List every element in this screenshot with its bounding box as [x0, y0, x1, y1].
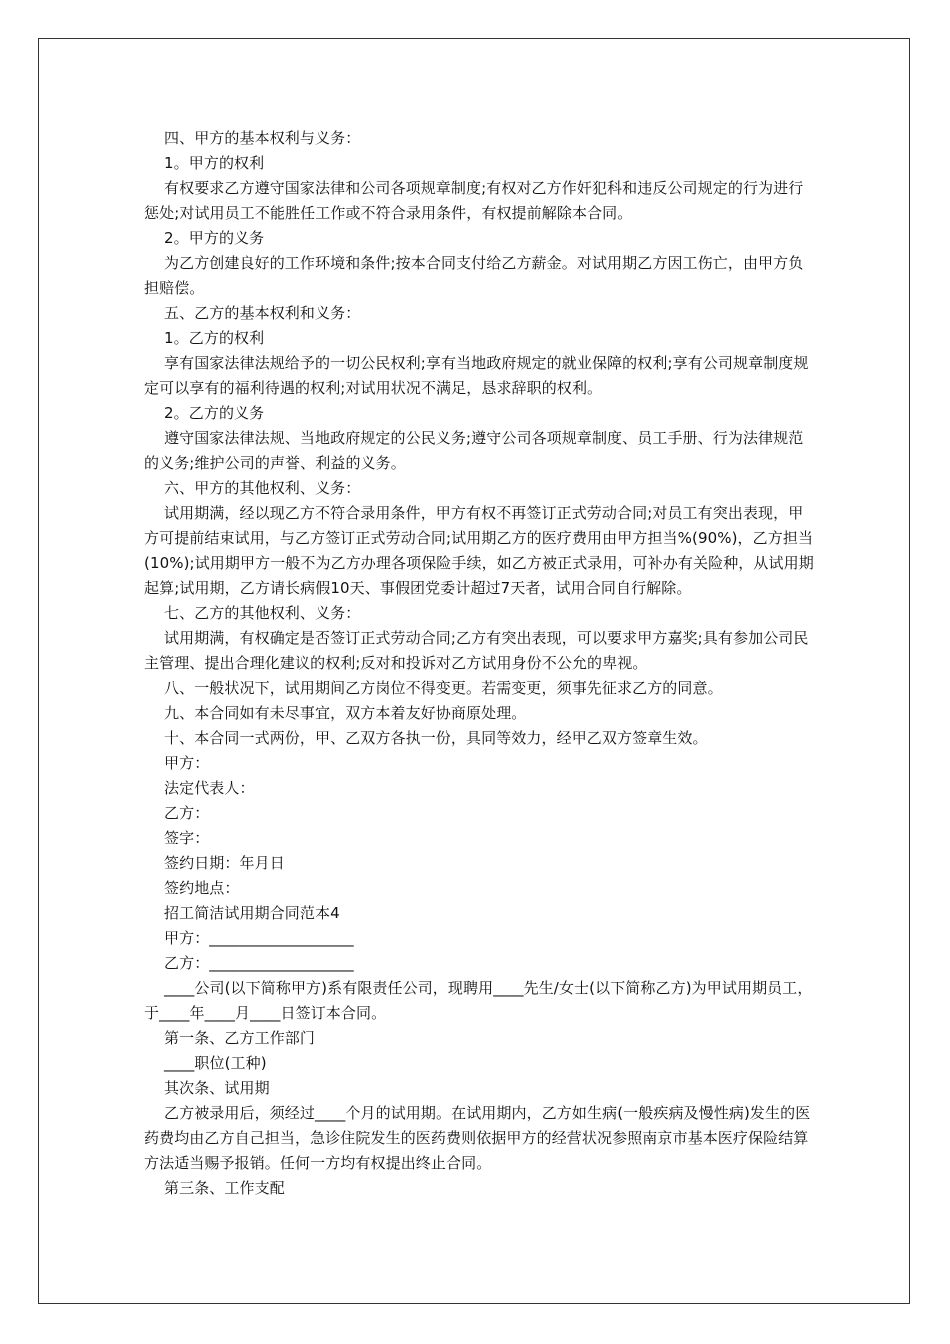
- body-paragraph: 试用期满，经以现乙方不符合录用条件，甲方有权不再签订正式劳动合同;对员工有突出表现，甲方可提前结束试用，与乙方签订正式劳动合同;试用期乙方的医疗费用由甲方担当%(90%)，乙方担当(10%);试用期甲方一般不为乙方办理各项保险手续，如乙方被正式录用，可补办有关险种，从试用期起算;试用期，乙方请长病假10天、事假团党委计超过7天者，试用合同自行解除。: [144, 504, 814, 597]
- party-a-blank: 甲方：___________________: [164, 929, 354, 947]
- section-heading: 六、甲方的其他权利、义务：: [164, 479, 361, 497]
- subsection-heading: 2。乙方的义务: [164, 404, 265, 422]
- body-paragraph: 为乙方创建良好的工作环境和条件;按本合同支付给乙方薪金。对试用期乙方因工伤亡，由甲方负担赔偿。: [144, 254, 804, 297]
- signature-line-party-b: 乙方：: [164, 804, 210, 822]
- body-paragraph: 遵守国家法律法规、当地政府规定的公民义务;遵守公司各项规章制度、员工手册、行为法律规范的义务;维护公司的声誉、利益的义务。: [144, 429, 804, 472]
- article-heading: 第三条、工作支配: [164, 1179, 285, 1197]
- body-paragraph: 乙方被录用后，须经过____个月的试用期。在试用期内，乙方如生病(一般疾病及慢性病)发生的医药费均由乙方自己担当，急诊住院发生的医药费则依据甲方的经营状况参照南京市基本医疗保险结算方法适当赐予报销。任何一方均有权提出终止合同。: [144, 1104, 811, 1172]
- clause-item: 八、一般状况下，试用期间乙方岗位不得变更。若需变更，须事先征求乙方的同意。: [164, 679, 723, 697]
- template-title: 招工简洁试用期合同范本4: [164, 904, 340, 922]
- clause-item: 九、本合同如有未尽事宜，双方本着友好协商原处理。: [164, 704, 527, 722]
- section-heading: 五、乙方的基本权利和义务：: [164, 304, 361, 322]
- section-heading: 四、甲方的基本权利与义务：: [164, 129, 361, 147]
- article-heading: 其次条、试用期: [164, 1079, 270, 1097]
- clause-item: 十、本合同一式两份，甲、乙双方各执一份，具同等效力，经甲乙双方签章生效。: [164, 729, 708, 747]
- subsection-heading: 2。甲方的义务: [164, 229, 265, 247]
- signature-line-date: 签约日期：年月日: [164, 854, 285, 872]
- body-paragraph: 享有国家法律法规给予的一切公民权利;享有当地政府规定的就业保障的权利;享有公司规章制度规定可以享有的福利待遇的权利;对试用状况不满足，恳求辞职的权利。: [144, 354, 809, 397]
- document-body: [144, 126, 816, 1201]
- subsection-heading: 1。甲方的权利: [164, 154, 265, 172]
- body-paragraph: ____公司(以下简称甲方)系有限责任公司，现聘用____先生/女士(以下简称乙方)为甲试用期员工，于____年____月____日签订本合同。: [144, 979, 813, 1022]
- party-b-blank: 乙方：___________________: [164, 954, 354, 972]
- section-heading: 七、乙方的其他权利、义务：: [164, 604, 361, 622]
- body-paragraph: 有权要求乙方遵守国家法律和公司各项规章制度;有权对乙方作奸犯科和违反公司规定的行为进行惩处;对试用员工不能胜任工作或不符合录用条件，有权提前解除本合同。: [144, 179, 804, 222]
- subsection-heading: 1。乙方的权利: [164, 329, 265, 347]
- signature-line-sign: 签字：: [164, 829, 210, 847]
- body-paragraph: 试用期满，有权确定是否签订正式劳动合同;乙方有突出表现，可以要求甲方嘉奖;具有参加公司民主管理、提出合理化建议的权利;反对和投诉对乙方试用身份不公允的卑视。: [144, 629, 809, 672]
- signature-line-party-a: 甲方：: [164, 754, 210, 772]
- signature-line-representative: 法定代表人：: [164, 779, 255, 797]
- article-heading: 第一条、乙方工作部门: [164, 1029, 316, 1047]
- body-paragraph: ____职位(工种): [164, 1054, 267, 1072]
- signature-line-place: 签约地点：: [164, 879, 240, 897]
